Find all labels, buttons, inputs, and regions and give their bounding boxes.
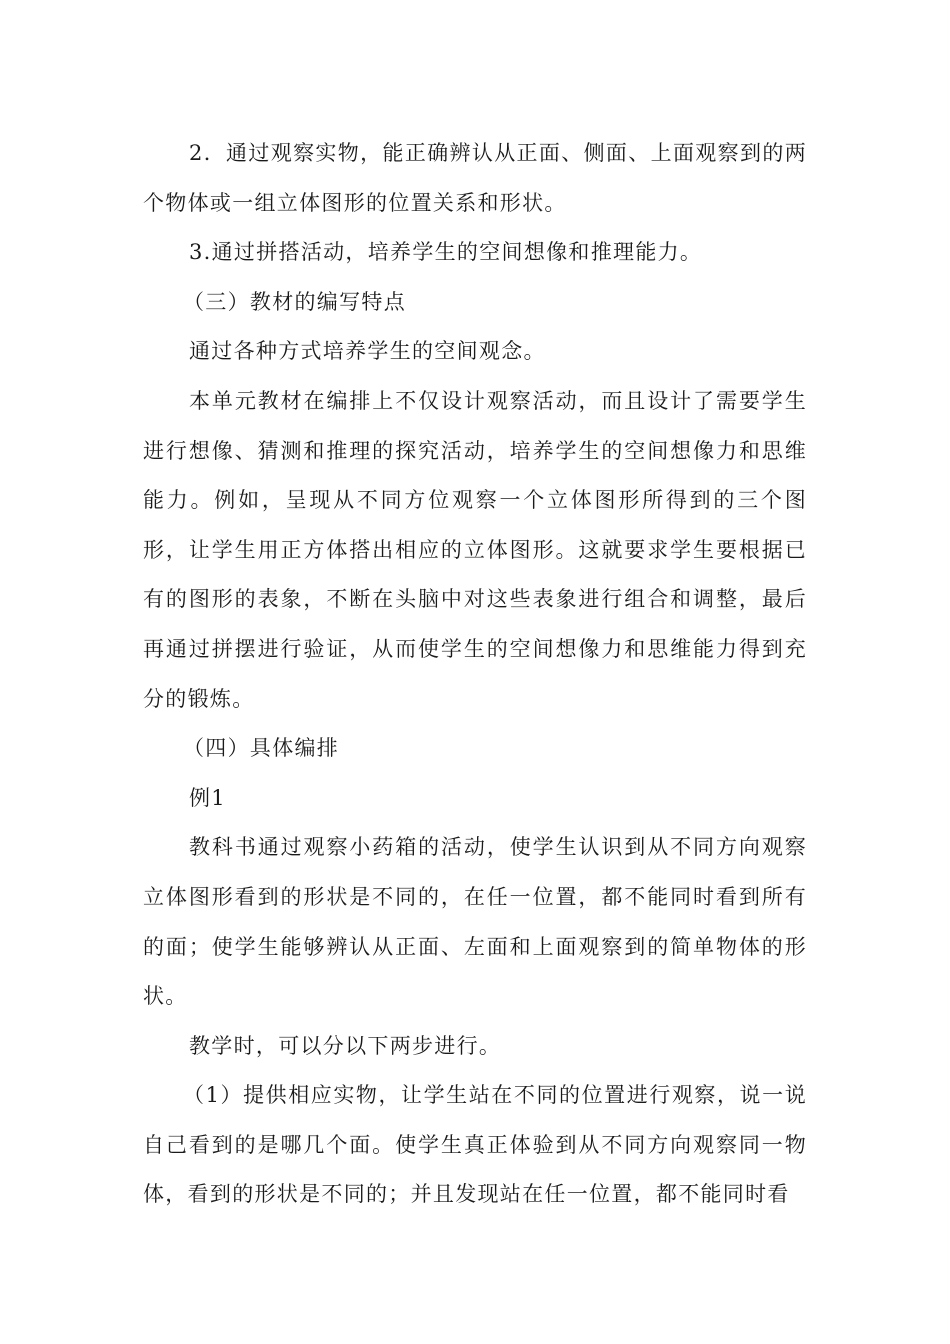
section-heading-3: （三）教材的编写特点 [183, 289, 406, 314]
paragraph-step-1: （1）提供相应实物，让学生站在不同的位置进行观察，说一说自己看到的是哪几个面。使学生真正体验到从不同方向观察同一物体，看到的形状是不同的；并且发现站在任一位置，都不能同时看 [143, 1083, 807, 1207]
paragraph-feature-detail: 本单元教材在编排上不仅设计观察活动，而且设计了需要学生进行想像、猜测和推理的探究活动，培养学生的空间想像力和思维能力。例如，呈现从不同方位观察一个立体图形所得到的三个图形，让学生用正方体搭出相应的立体图形。这就要求学生要根据已有的图形的表象，不断在头脑中对这些表象进行组合和调整，最后再通过拼摆进行验证，从而使学生的空间想像力和思维能力得到充分的锻炼。 [143, 388, 807, 711]
paragraph-goal-2: 2．通过观察实物，能正确辨认从正面、侧面、上面观察到的两个物体或一组立体图形的位置关系和形状。 [143, 141, 807, 215]
document-body [143, 129, 807, 1220]
paragraph-goal-3: 3.通过拼搭活动，培养学生的空间想像和推理能力。 [189, 240, 703, 265]
paragraph-teaching-steps: 教学时，可以分以下两步进行。 [189, 1033, 502, 1058]
paragraph-example-1: 教科书通过观察小药箱的活动，使学生认识到从不同方向观察立体图形看到的形状是不同的，在任一位置，都不能同时看到所有的面；使学生能够辨认从正面、左面和上面观察到的简单物体的形状。 [143, 835, 807, 1009]
example-1-title: 例1 [189, 785, 226, 810]
paragraph-feature-summary: 通过各种方式培养学生的空间观念。 [189, 339, 546, 364]
section-heading-4: （四）具体编排 [183, 736, 340, 761]
